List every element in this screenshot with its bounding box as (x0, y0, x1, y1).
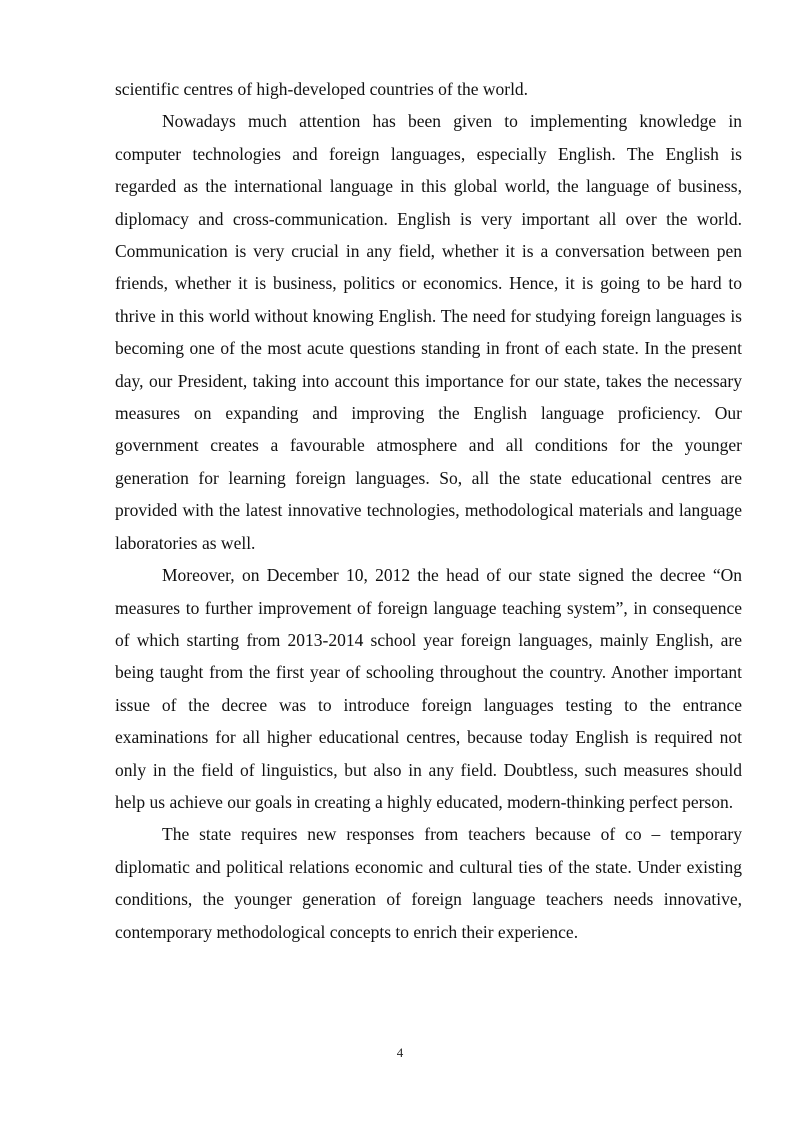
paragraph-foreign-languages-importance: Nowadays much attention has been given to implementing knowledge in computer technologies and foreign languages, especially English. The English is regarded as the international language in this global world, the language of business, diplomacy and cross-communication. English is very important all over the world. Communication is very crucial in any field, whether it is a conversation between pen friends, whether it is business, politics or economics. Hence, it is going to be hard to thrive in this world without knowing English. The need for studying foreign languages is becoming one of the most acute questions standing in front of each state. In the present day, our President, taking into account this importance for our state, takes the necessary measures on expanding and improving the English language proficiency. Our government creates a favourable atmosphere and all conditions for the younger generation for learning foreign languages. So, all the state educational centres are provided with the latest innovative technologies, methodological materials and language laboratories as well. (115, 111, 742, 553)
body-text (115, 73, 742, 948)
paragraph-teacher-requirements: The state requires new responses from teachers because of co – temporary diplomatic and political relations economic and cultural ties of the state. Under existing conditions, the younger generation of foreign language teachers needs innovative, contemporary methodological concepts to enrich their experience. (115, 824, 742, 942)
paragraph-continuation: scientific centres of high-developed countries of the world. (115, 79, 529, 99)
paragraph-decree: Moreover, on December 10, 2012 the head of our state signed the decree “On measures to further improvement of foreign language teaching system”, in consequence of which starting from 2013-2014 school year foreign languages, mainly English, are being taught from the first year of schooling throughout the country. Another important issue of the decree was to introduce foreign languages testing to the entrance examinations for all higher educational centres, because today English is required not only in the field of linguistics, but also in any field. Doubtless, such measures should help us achieve our goals in creating a highly educated, modern-thinking perfect person. (115, 565, 742, 812)
page-number: 4 (396, 1045, 404, 1060)
